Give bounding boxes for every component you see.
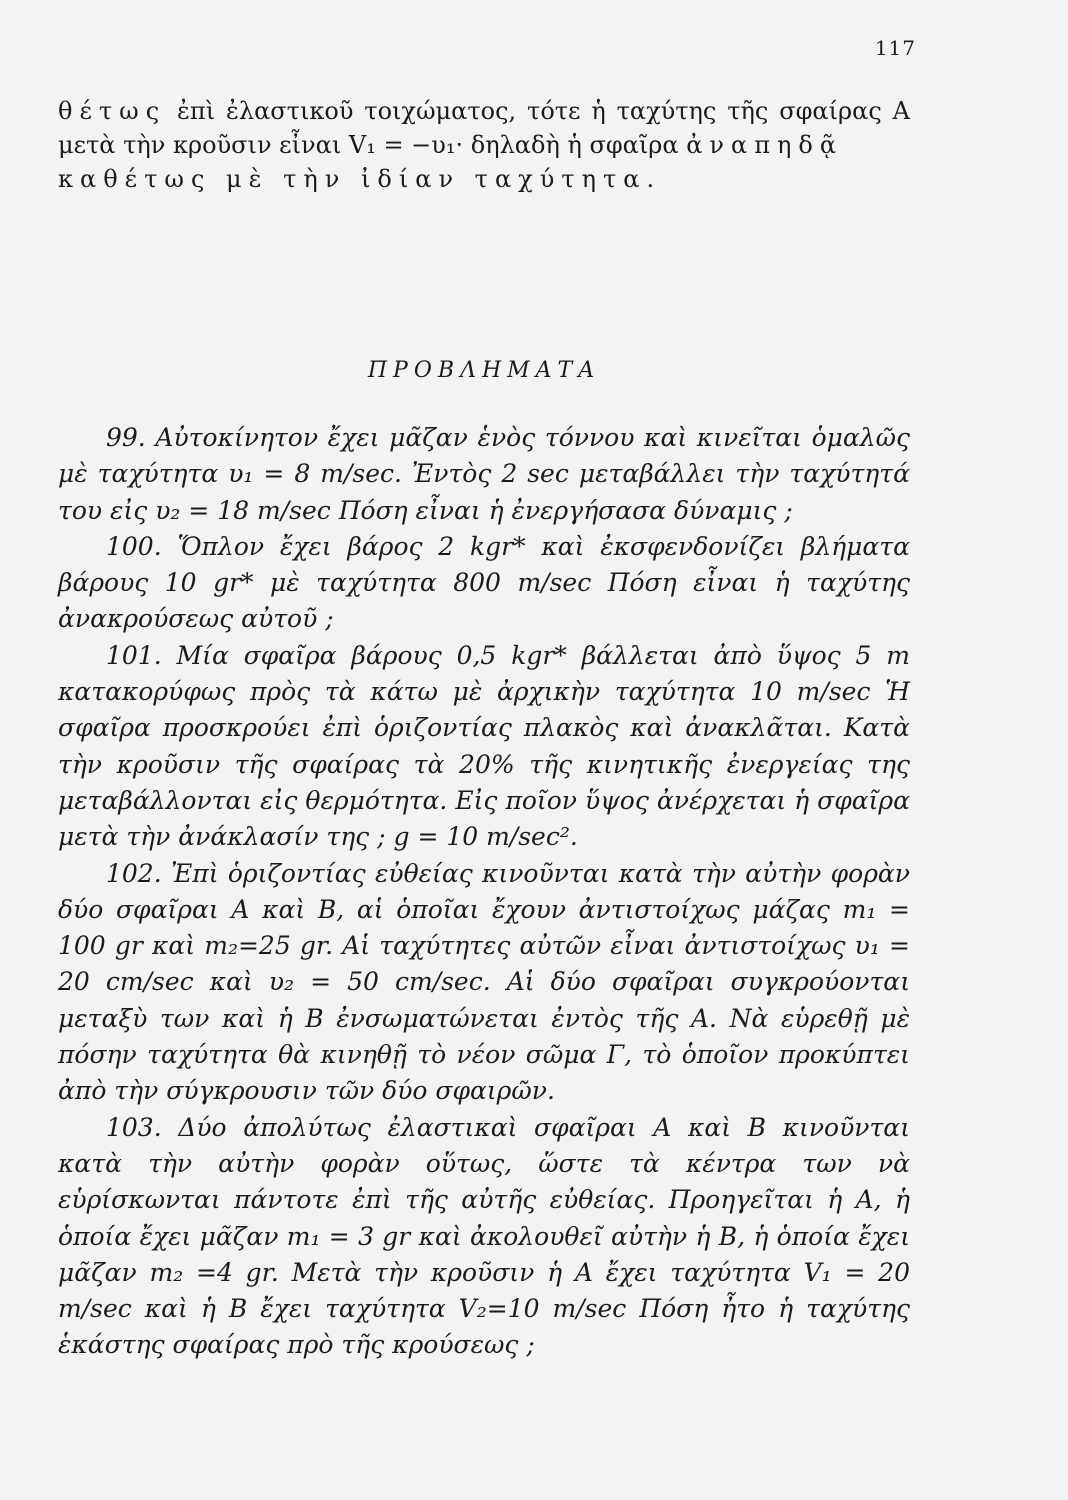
problem-number: 99. (106, 423, 146, 452)
problem-number: 101. (106, 640, 162, 670)
problem-text: Δύο ἀπολύτως ἐλαστικαὶ σφαῖραι Α καὶ Β κινοῦνται κατὰ τὴν αὐτὴν φορὰν οὕτως, ὥστε τὰ κέντρα των νὰ εὑρίσκωνται πάντοτε ἐπὶ τῆς αὐτῆς εὐθείας. Προηγεῖται ἡ Α, ἡ ὁποία ἔχει μᾶζαν m₁ = 3 gr καὶ ἀκολουθεῖ αὐτὴν ἡ Β, ἡ ὁποία ἔχει μᾶζαν m₂ =4 gr. Μετὰ τὴν κροῦσιν ἡ Α ἔχει ταχύτητα V₁ = 20 m/sec καὶ ἡ Β ἔχει ταχύτητα V₂=10 m/sec Πόση ἦτο ἡ ταχύτης ἑκάστης σφαίρας πρὸ τῆς κρούσεως ; (58, 1112, 910, 1360)
problem-number: 103. (106, 1112, 162, 1142)
problem-text: Ὅπλον ἔχει βάρος 2 kgr* καὶ ἐκσφενδονίζει βλήματα βάρους 10 gr* μὲ ταχύτητα 800 m/sec Πόση εἶναι ἡ ταχύτης ἀνακρούσεως αὐτοῦ ; (58, 531, 910, 634)
problem-text: Μία σφαῖρα βάρους 0,5 kgr* βάλλεται ἀπὸ ὕψος 5 m κατακορύφως πρὸς τὰ κάτω μὲ ἀρχικὴν ταχύτητα 10 m/sec Ἡ σφαῖρα προσκρούει ἐπὶ ὁριζοντίας πλακὸς καὶ ἀνακλᾶται. Κατὰ τὴν κροῦσιν τῆς σφαίρας τὰ 20% τῆς κινητικῆς ἐνεργείας της μεταβάλλονται εἰς θερμότητα. Εἰς ποῖον ὕψος ἀνέρχεται ἡ σφαῖρα μετὰ τὴν ἀνάκλασίν της ; g = 10 m/sec². (58, 640, 910, 852)
intro-spaced-line: καθέτως μὲ τὴν ἰδίαν ταχύτητα. (58, 165, 662, 193)
problem-text: Ἐπὶ ὁριζοντίας εὐθείας κινοῦνται κατὰ τὴν αὐτὴν φορὰν δύο σφαῖραι Α καὶ Β, αἱ ὁποῖαι ἔχουν ἀντιστοίχως μάζας m₁ = 100 gr καὶ m₂=25 gr. Αἱ ταχύτητες αὐτῶν εἶναι ἀντιστοίχως υ₁ = 20 cm/sec καὶ υ₂ = 50 cm/sec. Αἱ δύο σφαῖραι συγκρούονται μεταξὺ των καὶ ἡ Β ἐνσωματώνεται ἐντὸς τῆς Α. Νὰ εὑρεθῇ μὲ πόσην ταχύτητα θὰ κινηθῇ τὸ νέον σῶμα Γ, τὸ ὁποῖον προκύπτει ἀπὸ τὴν σύγκρουσιν τῶν δύο σφαιρῶν. (58, 858, 910, 1106)
problem-103 (58, 1110, 910, 1364)
intro-last-line (58, 162, 910, 196)
problems-list (58, 420, 910, 1364)
problem-number: 100. (106, 531, 162, 561)
intro-spaced-word: θέτως (58, 97, 167, 125)
intro-text (58, 94, 910, 162)
problem-100 (58, 529, 910, 638)
problem-number: 102. (106, 858, 162, 888)
intro-spaced-word-2: ἀναπηδᾷ (686, 131, 844, 159)
problem-99 (58, 420, 910, 529)
intro-text-main: ἐπὶ ἐλαστικοῦ τοιχώματος, τότε ἡ ταχύτης τῆς σφαίρας Α μετὰ τὴν κροῦσιν εἶναι V₁ = −υ₁· δηλαδὴ ἡ σφαῖρα (58, 97, 910, 159)
problem-text: Αὐτοκίνητον ἔχει μᾶζαν ἑνὸς τόννου καὶ κινεῖται ὁμαλῶς μὲ ταχύτητα υ₁ = 8 m/sec. Ἐντὸς 2 sec μεταβάλλει τὴν ταχύτητά του εἰς υ₂ = 18 m/sec Πόση εἶναι ἡ ἐνεργήσασα δύναμις ; (58, 423, 910, 525)
problem-101 (58, 638, 910, 856)
section-heading: ΠΡΟΒΛΗΜΑΤΑ (367, 358, 601, 383)
page-number: 117 (874, 36, 916, 60)
problem-102 (58, 856, 910, 1110)
intro-paragraph (58, 94, 910, 196)
page-body (58, 94, 910, 1364)
